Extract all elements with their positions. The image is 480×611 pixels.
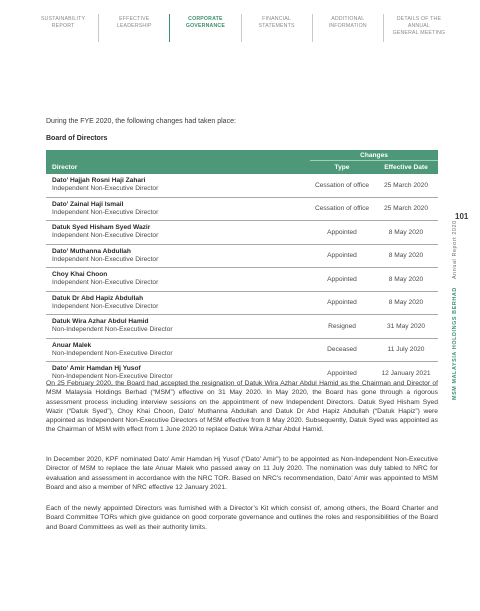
director-name: Datuk Wira Azhar Abdul Hamid <box>52 318 149 326</box>
change-type: Appointed <box>327 299 357 307</box>
director-designation: Independent Non-Executive Director <box>52 279 159 287</box>
director-cell <box>46 224 310 240</box>
side-company-name: MSM MALAYSIA HOLDINGS BERHAD <box>452 287 458 400</box>
change-type: Appointed <box>327 369 357 377</box>
paragraph-nomination: In December 2020, KPF nominated Dato’ Amir Hamdan Hj Yusof (“Dato’ Amir”) to be appointed as Non-Independent Non-Executive Director of MSM to replace the late Anuar Malek who passed away on 11 July 2020. The nomination was duly tabled to NRC for evaluation and assessment in accordance with the NRC TOR. Based on NRC’s recommendation, Dato’ Amir was appointed to MSM Board and also a member of NRC effective 12 January 2021. <box>46 456 438 491</box>
director-designation: Independent Non-Executive Director <box>52 255 159 263</box>
director-cell <box>46 318 310 334</box>
director-name: Anuar Malek <box>52 341 92 349</box>
table-row <box>46 292 438 316</box>
page-number: 101 <box>455 212 469 221</box>
director-designation: Non-Independent Non-Executive Director <box>52 373 173 381</box>
director-cell <box>46 177 310 193</box>
director-designation: Independent Non-Executive Director <box>52 302 159 310</box>
director-column-header: Director <box>52 164 78 171</box>
table-row <box>46 315 438 339</box>
effective-date: 8 May 2020 <box>388 228 424 236</box>
director-designation: Independent Non-Executive Director <box>52 232 159 240</box>
nav-corporate-governance[interactable]: CORPORATE GOVERNANCE <box>169 14 240 42</box>
effective-date: 12 January 2021 <box>381 369 431 377</box>
type-column-header: Type <box>334 164 350 171</box>
director-designation: Non-Independent Non-Executive Director <box>52 326 173 334</box>
effective-date: 8 May 2020 <box>388 275 424 283</box>
change-type: Cessation of office <box>314 205 370 213</box>
paragraph-directors-kit: Each of the newly appointed Directors was furnished with a Director’s Kit which consist of, among others, the Board Charter and Board Committee TORs which give guidance on good corporate governance and outlines the roles and responsibilities of the Board and Board Committees as well as their authority limits. <box>46 505 438 531</box>
date-column-header: Effective Date <box>384 164 428 171</box>
director-name: Dato’ Zainal Haji Ismail <box>52 200 124 208</box>
board-changes-table <box>46 150 438 386</box>
effective-date: 31 May 2020 <box>386 322 426 330</box>
effective-date: 8 May 2020 <box>388 299 424 307</box>
section-title: Board of Directors <box>46 135 108 142</box>
table-row <box>46 245 438 269</box>
director-designation: Independent Non-Executive Director <box>52 208 159 216</box>
director-cell <box>46 295 310 311</box>
director-cell <box>46 271 310 287</box>
table-row <box>46 339 438 363</box>
nav-sustainability-report[interactable]: SUSTAINABILITY REPORT <box>40 16 86 29</box>
side-report-name: Annual Report 2020 <box>452 220 458 280</box>
effective-date: 8 May 2020 <box>388 252 424 260</box>
change-type: Appointed <box>327 252 357 260</box>
table-header-row <box>46 161 438 174</box>
director-name: Dato’ Amir Hamdan Hj Yusof <box>52 365 141 373</box>
director-name: Datuk Syed Hisham Syed Wazir <box>52 224 151 232</box>
change-type: Appointed <box>327 228 357 236</box>
nav-financial-statements[interactable]: FINANCIAL STATEMENTS <box>241 14 312 42</box>
table-row <box>46 221 438 245</box>
director-name: Choy Khai Choon <box>52 271 108 279</box>
table-header-group <box>46 150 438 161</box>
director-name: Dato’ Hajjah Rosni Haji Zahari <box>52 177 146 185</box>
table-row <box>46 198 438 222</box>
table-row <box>46 174 438 198</box>
director-cell <box>46 201 310 217</box>
side-running-title <box>452 180 458 400</box>
changes-header: Changes <box>310 152 438 161</box>
director-designation: Independent Non-Executive Director <box>52 185 159 193</box>
director-cell <box>46 248 310 264</box>
nav-agm-details[interactable]: DETAILS OF THE ANNUAL GENERAL MEETING <box>383 14 454 42</box>
change-type: Deceased <box>327 346 357 354</box>
change-type: Resigned <box>328 322 356 330</box>
nav-additional-information[interactable]: ADDITIONAL INFORMATION <box>312 14 383 42</box>
effective-date: 25 March 2020 <box>384 181 428 189</box>
change-type: Cessation of office <box>314 181 370 189</box>
effective-date: 25 March 2020 <box>384 205 428 213</box>
intro-text: During the FYE 2020, the following changes had taken place: <box>46 118 236 125</box>
director-name: Dato’ Muthanna Abdullah <box>52 247 131 255</box>
nav-effective-leadership[interactable]: EFFECTIVE LEADERSHIP <box>98 14 169 42</box>
director-cell <box>46 342 310 358</box>
paragraph-resignation: On 25 February 2020, the Board had accepted the resignation of Datuk Wira Azhar Abdul Hamid as the Chairman and Director of MSM Malaysia Holdings Berhad (“MSM”) effective on 31 May 2020. In May 2020, the Board has gone through a rigorous assessment process including interview sessions on the appointment of new Independent Directors. Datuk Syed Hisham Syed Wazir (“Datuk Syed”), Choy Khai Choon, Dato’ Muthanna Abdullah and Datuk Dr Abd Hapiz Abdullah (“Datuk Hapiz”) were appointed as Independent Non-Executive Directors of MSM effective from 8 May 2020. Subsequently, Datuk Syed was appointed as the Chairman of MSM with effect from 1 June 2020 to replace Datuk Wira Azhar Abdul Hamid. <box>46 380 438 434</box>
table-row <box>46 268 438 292</box>
director-name: Datuk Dr Abd Hapiz Abdullah <box>52 294 144 302</box>
change-type: Appointed <box>327 275 357 283</box>
section-nav <box>28 14 454 42</box>
director-designation: Non-Independent Non-Executive Director <box>52 349 173 357</box>
effective-date: 11 July 2020 <box>387 346 425 354</box>
